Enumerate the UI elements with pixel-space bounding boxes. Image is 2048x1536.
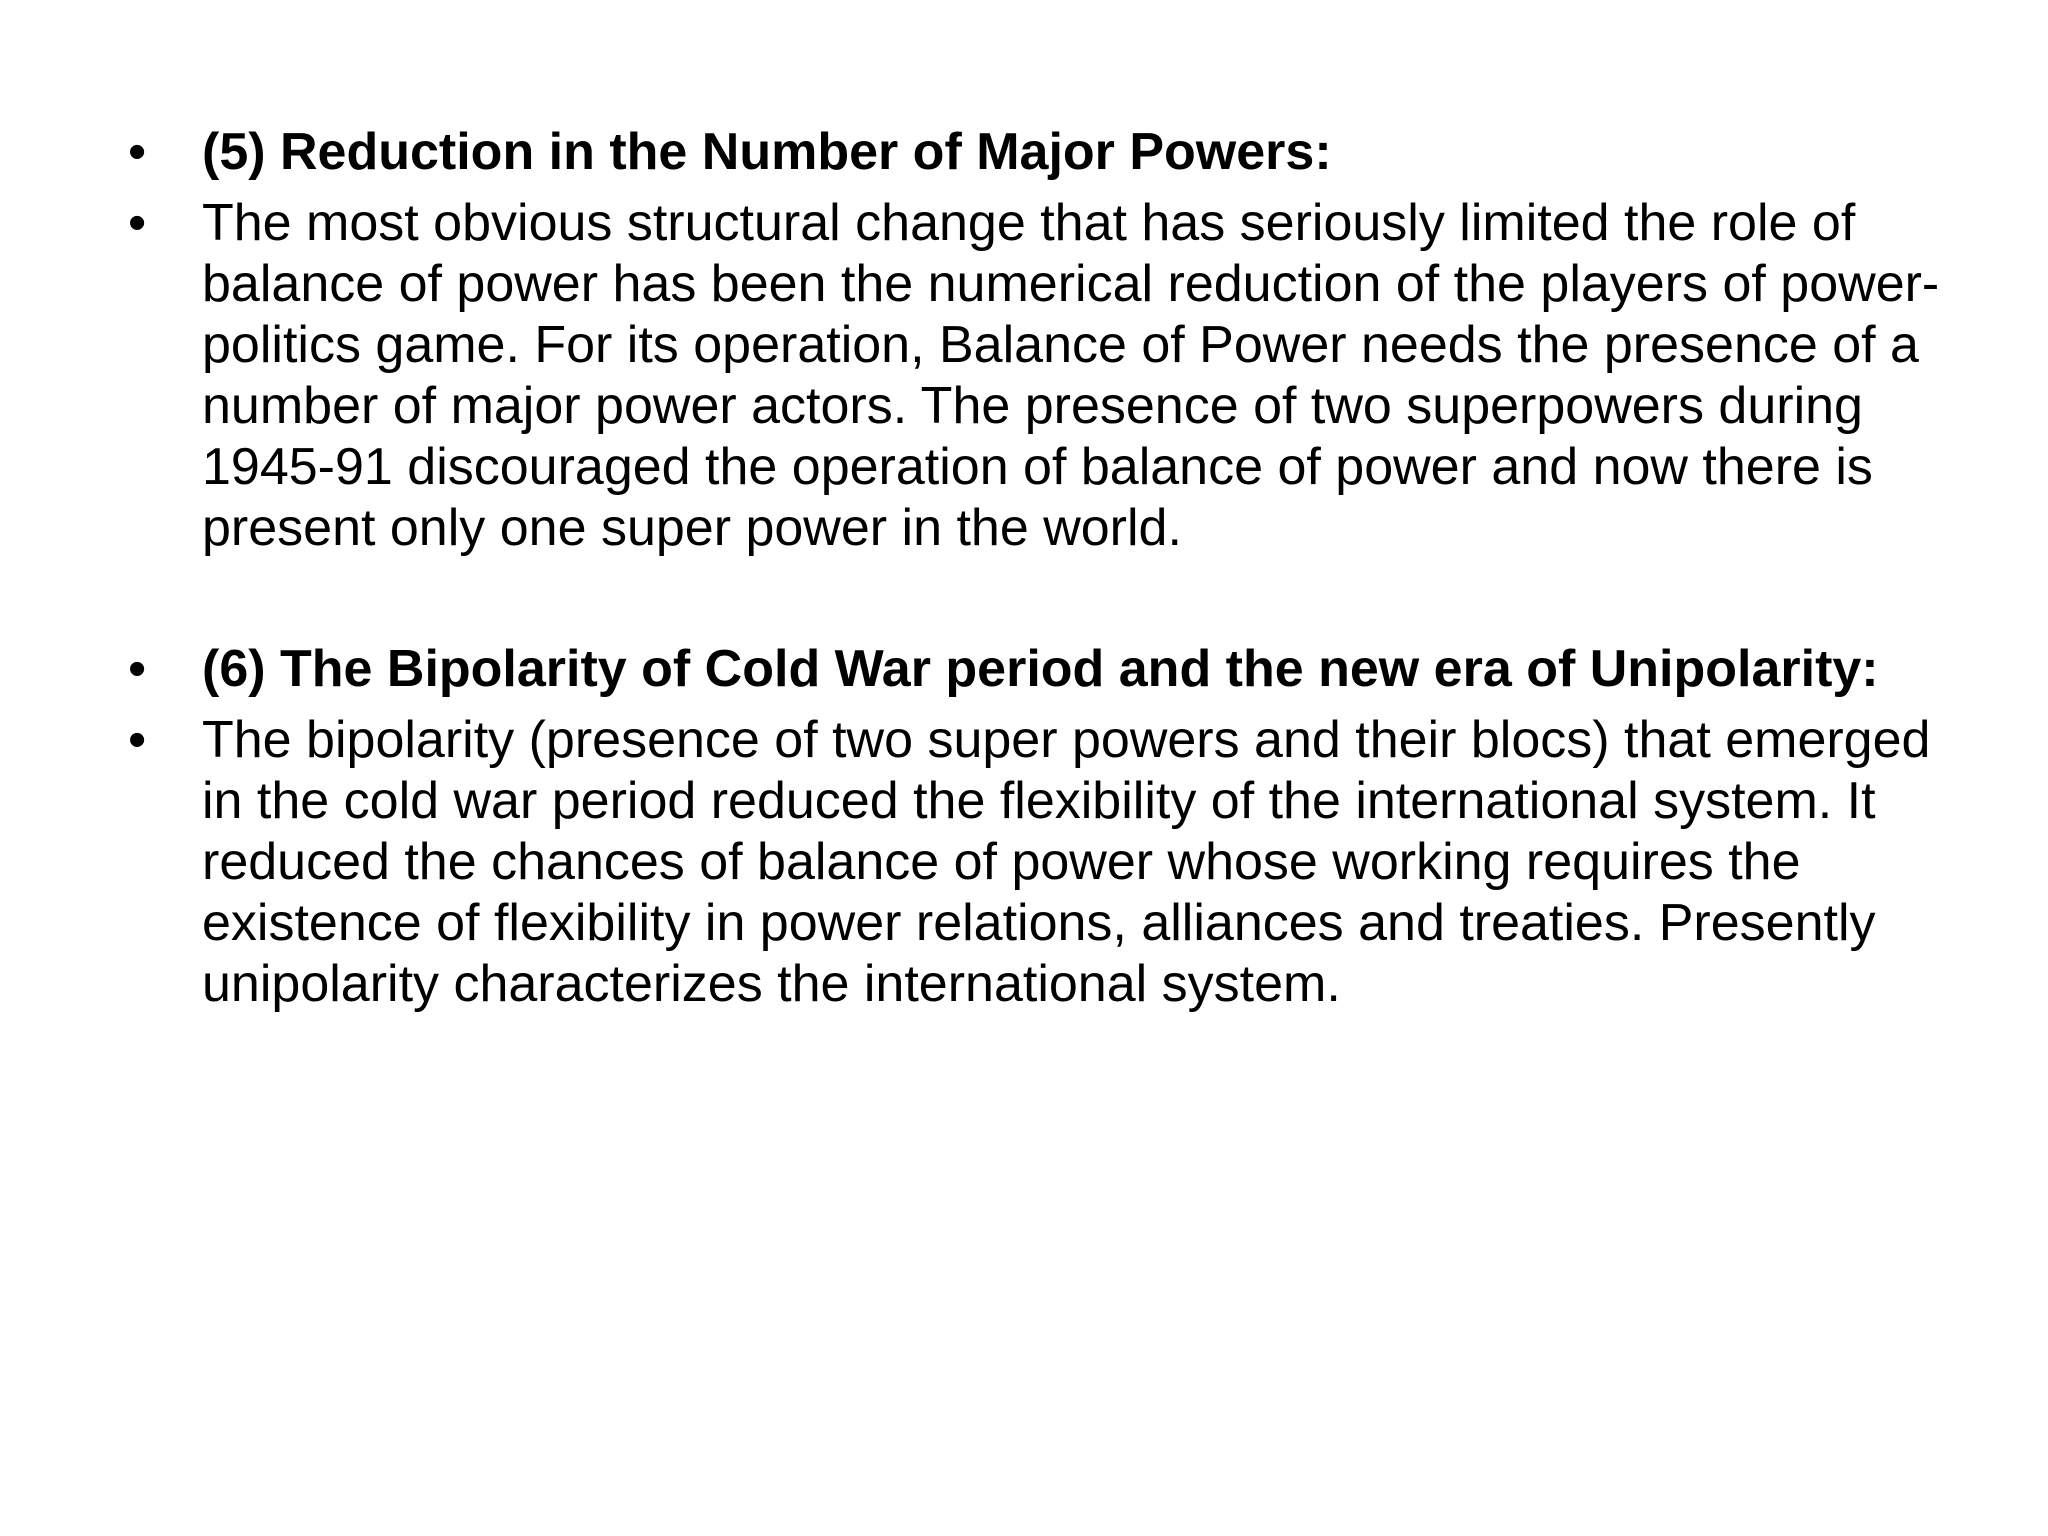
bullet-list <box>118 122 1968 1025</box>
bullet-item-body-5 <box>118 193 1968 559</box>
section-body-5: The most obvious structural change that has seriously limited the role of balance of power has been the numerical reduction of the players of power-politics game. For its operation, Balance of Power needs the presence of a number of major power actors. The presence of two superpowers during 1945-91 discouraged the operation of balance of power and now there is present only one super power in the world. <box>202 194 1940 557</box>
bullet-marker: • <box>128 194 147 252</box>
bullet-item-heading-6 <box>118 639 1968 700</box>
bullet-marker: • <box>128 711 147 769</box>
bullet-item-body-6 <box>118 710 1968 1015</box>
section-heading-5: (5) Reduction in the Number of Major Powers: <box>202 123 1332 181</box>
section-body-6: The bipolarity (presence of two super powers and their blocs) that emerged in the cold war period reduced the flexibility of the international system. It reduced the chances of balance of power whose working requires the existence of flexibility in power relations, alliances and treaties. Presently unipolarity characterizes the international system. <box>202 711 1931 1013</box>
bullet-item-heading-5 <box>118 122 1968 183</box>
bullet-marker: • <box>128 123 147 181</box>
bullet-marker: • <box>128 640 147 698</box>
section-heading-6: (6) The Bipolarity of Cold War period and the new era of Unipolarity: <box>202 640 1879 698</box>
